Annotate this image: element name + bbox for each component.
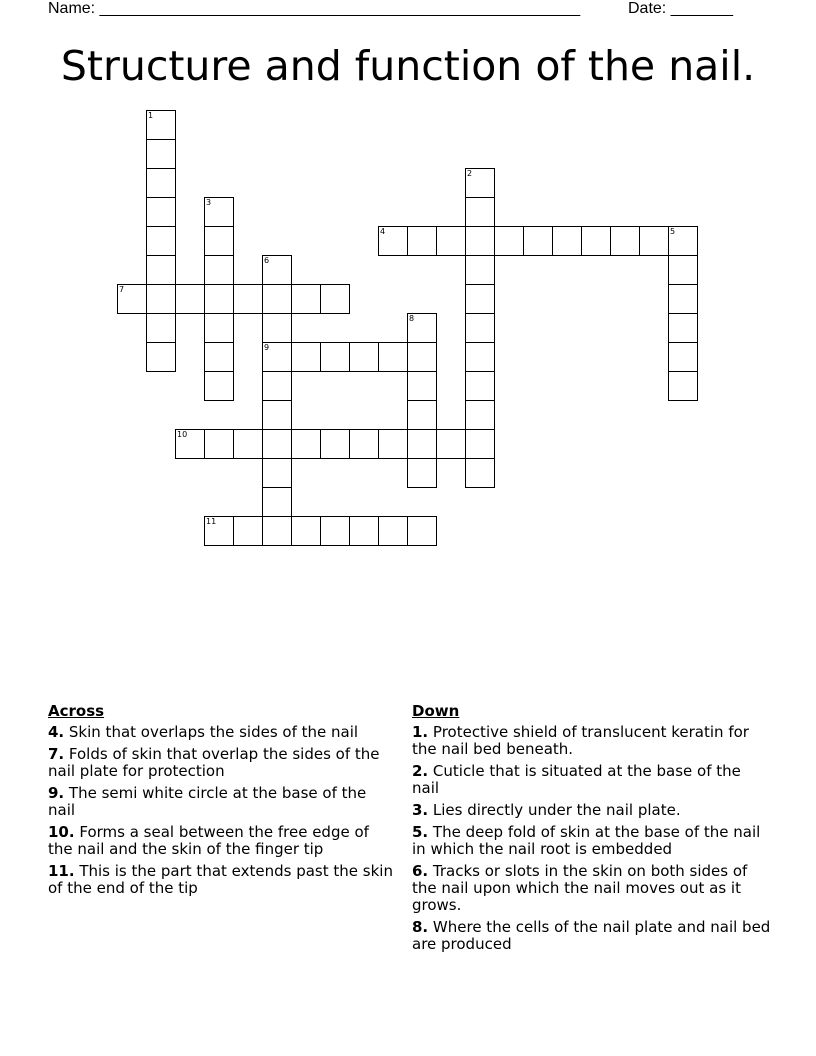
grid-cell[interactable] <box>262 255 292 285</box>
grid-cell[interactable] <box>552 226 582 256</box>
grid-cell[interactable] <box>407 516 437 546</box>
cell-number: 4 <box>380 227 386 236</box>
clue-number: 4. <box>48 723 65 741</box>
grid-cell[interactable] <box>668 226 698 256</box>
across-clues <box>48 702 398 902</box>
grid-cell[interactable] <box>320 516 350 546</box>
grid-cell[interactable] <box>465 197 495 227</box>
clue-text: Where the cells of the nail plate and nail bed are produced <box>412 918 771 953</box>
name-field-label: Name: ______________________________________________________ <box>48 0 581 17</box>
grid-cell[interactable] <box>204 197 234 227</box>
grid-cell[interactable] <box>262 487 292 517</box>
grid-cell[interactable] <box>407 429 437 459</box>
grid-cell[interactable] <box>262 400 292 430</box>
grid-cell[interactable] <box>320 284 350 314</box>
down-heading: Down <box>412 702 460 720</box>
cell-number: 11 <box>206 517 217 526</box>
clue-text: Tracks or slots in the skin on both sides of the nail upon which the nail moves out as it grows. <box>412 862 748 914</box>
grid-cell[interactable] <box>175 429 205 459</box>
grid-cell[interactable] <box>465 429 495 459</box>
cell-number: 1 <box>148 111 154 120</box>
grid-cell[interactable] <box>668 255 698 285</box>
grid-cell[interactable] <box>494 226 524 256</box>
grid-cell[interactable] <box>407 400 437 430</box>
grid-cell[interactable] <box>668 313 698 343</box>
grid-cell[interactable] <box>262 516 292 546</box>
page-title: Structure and function of the nail. <box>60 42 756 90</box>
cell-number: 3 <box>206 198 212 207</box>
grid-cell[interactable] <box>204 255 234 285</box>
clue-text: Skin that overlaps the sides of the nail <box>64 723 359 741</box>
grid-cell[interactable] <box>465 342 495 372</box>
clue-number: 2. <box>412 762 429 780</box>
grid-cell[interactable] <box>465 400 495 430</box>
grid-cell[interactable] <box>204 429 234 459</box>
cell-number: 9 <box>264 343 270 352</box>
grid-cell[interactable] <box>465 226 495 256</box>
clue-number: 9. <box>48 784 65 802</box>
grid-cell[interactable] <box>465 255 495 285</box>
grid-cell[interactable] <box>407 313 437 343</box>
grid-cell[interactable] <box>378 226 408 256</box>
clue-item <box>48 824 398 858</box>
grid-cell[interactable] <box>204 226 234 256</box>
grid-cell[interactable] <box>117 284 147 314</box>
grid-cell[interactable] <box>436 429 466 459</box>
grid-cell[interactable] <box>262 458 292 488</box>
grid-cell[interactable] <box>291 429 321 459</box>
grid-cell[interactable] <box>639 226 669 256</box>
grid-cell[interactable] <box>291 342 321 372</box>
clue-text: This is the part that extends past the skin of the end of the tip <box>48 862 393 897</box>
grid-cell[interactable] <box>204 371 234 401</box>
cell-number: 7 <box>119 285 125 294</box>
grid-cell[interactable] <box>233 429 263 459</box>
clue-number: 7. <box>48 745 65 763</box>
grid-cell[interactable] <box>523 226 553 256</box>
cell-number: 10 <box>177 430 188 439</box>
grid-cell[interactable] <box>349 342 379 372</box>
grid-cell[interactable] <box>668 371 698 401</box>
clue-number: 11. <box>48 862 75 880</box>
clue-number: 5. <box>412 823 429 841</box>
grid-cell[interactable] <box>465 371 495 401</box>
clue-text: Folds of skin that overlap the sides of the nail plate for protection <box>48 745 380 780</box>
clue-number: 8. <box>412 918 429 936</box>
grid-cell[interactable] <box>407 458 437 488</box>
grid-cell[interactable] <box>262 342 292 372</box>
down-list <box>412 724 772 953</box>
grid-cell[interactable] <box>320 342 350 372</box>
clue-item <box>48 785 398 819</box>
down-clues <box>412 702 772 958</box>
cell-number: 6 <box>264 256 270 265</box>
grid-cell[interactable] <box>465 313 495 343</box>
grid-cell[interactable] <box>436 226 466 256</box>
cell-number: 5 <box>670 227 676 236</box>
clue-number: 1. <box>412 723 429 741</box>
grid-cell[interactable] <box>233 284 263 314</box>
grid-cell[interactable] <box>146 226 176 256</box>
clue-item <box>412 724 772 758</box>
grid-cell[interactable] <box>668 284 698 314</box>
clue-text: Cuticle that is situated at the base of the nail <box>412 762 741 797</box>
date-field-label: Date: _______ <box>628 0 733 17</box>
clue-item <box>412 863 772 914</box>
grid-cell[interactable] <box>262 313 292 343</box>
grid-cell[interactable] <box>233 516 263 546</box>
grid-cell[interactable] <box>291 516 321 546</box>
clue-text: Forms a seal between the free edge of the nail and the skin of the finger tip <box>48 823 369 858</box>
grid-cell[interactable] <box>407 226 437 256</box>
clue-text: Lies directly under the nail plate. <box>428 801 681 819</box>
grid-cell[interactable] <box>349 429 379 459</box>
grid-cell[interactable] <box>204 284 234 314</box>
grid-cell[interactable] <box>320 429 350 459</box>
clue-item <box>48 746 398 780</box>
clue-text: The semi white circle at the base of the nail <box>48 784 367 819</box>
clue-item <box>48 863 398 897</box>
grid-cell[interactable] <box>465 168 495 198</box>
clue-text: Protective shield of translucent keratin for the nail bed beneath. <box>412 723 749 758</box>
grid-cell[interactable] <box>407 342 437 372</box>
across-list <box>48 724 398 897</box>
across-heading: Across <box>48 702 105 720</box>
grid-cell[interactable] <box>349 516 379 546</box>
clue-text: The deep fold of skin at the base of the nail in which the nail root is embedded <box>412 823 761 858</box>
clue-number: 3. <box>412 801 429 819</box>
grid-cell[interactable] <box>610 226 640 256</box>
grid-cell[interactable] <box>204 342 234 372</box>
clue-item <box>412 802 772 819</box>
grid-cell[interactable] <box>175 284 205 314</box>
grid-cell[interactable] <box>668 342 698 372</box>
clue-number: 10. <box>48 823 75 841</box>
grid-cell[interactable] <box>262 284 292 314</box>
grid-cell[interactable] <box>378 516 408 546</box>
grid-cell[interactable] <box>204 516 234 546</box>
grid-cell[interactable] <box>291 284 321 314</box>
grid-cell[interactable] <box>146 197 176 227</box>
grid-cell[interactable] <box>465 284 495 314</box>
grid-cell[interactable] <box>262 371 292 401</box>
grid-cell[interactable] <box>465 458 495 488</box>
grid-cell[interactable] <box>146 284 176 314</box>
clue-item <box>48 724 398 741</box>
grid-cell[interactable] <box>146 313 176 343</box>
grid-cell[interactable] <box>581 226 611 256</box>
grid-cell[interactable] <box>262 429 292 459</box>
cell-number: 2 <box>467 169 473 178</box>
grid-cell[interactable] <box>146 168 176 198</box>
grid-cell[interactable] <box>146 139 176 169</box>
clue-number: 6. <box>412 862 429 880</box>
cell-number: 8 <box>409 314 415 323</box>
grid-cell[interactable] <box>146 255 176 285</box>
clue-item <box>412 763 772 797</box>
grid-cell[interactable] <box>146 110 176 140</box>
clue-item <box>412 824 772 858</box>
grid-cell[interactable] <box>378 342 408 372</box>
grid-cell[interactable] <box>378 429 408 459</box>
grid-cell[interactable] <box>204 313 234 343</box>
grid-cell[interactable] <box>146 342 176 372</box>
clue-item <box>412 919 772 953</box>
grid-cell[interactable] <box>407 371 437 401</box>
